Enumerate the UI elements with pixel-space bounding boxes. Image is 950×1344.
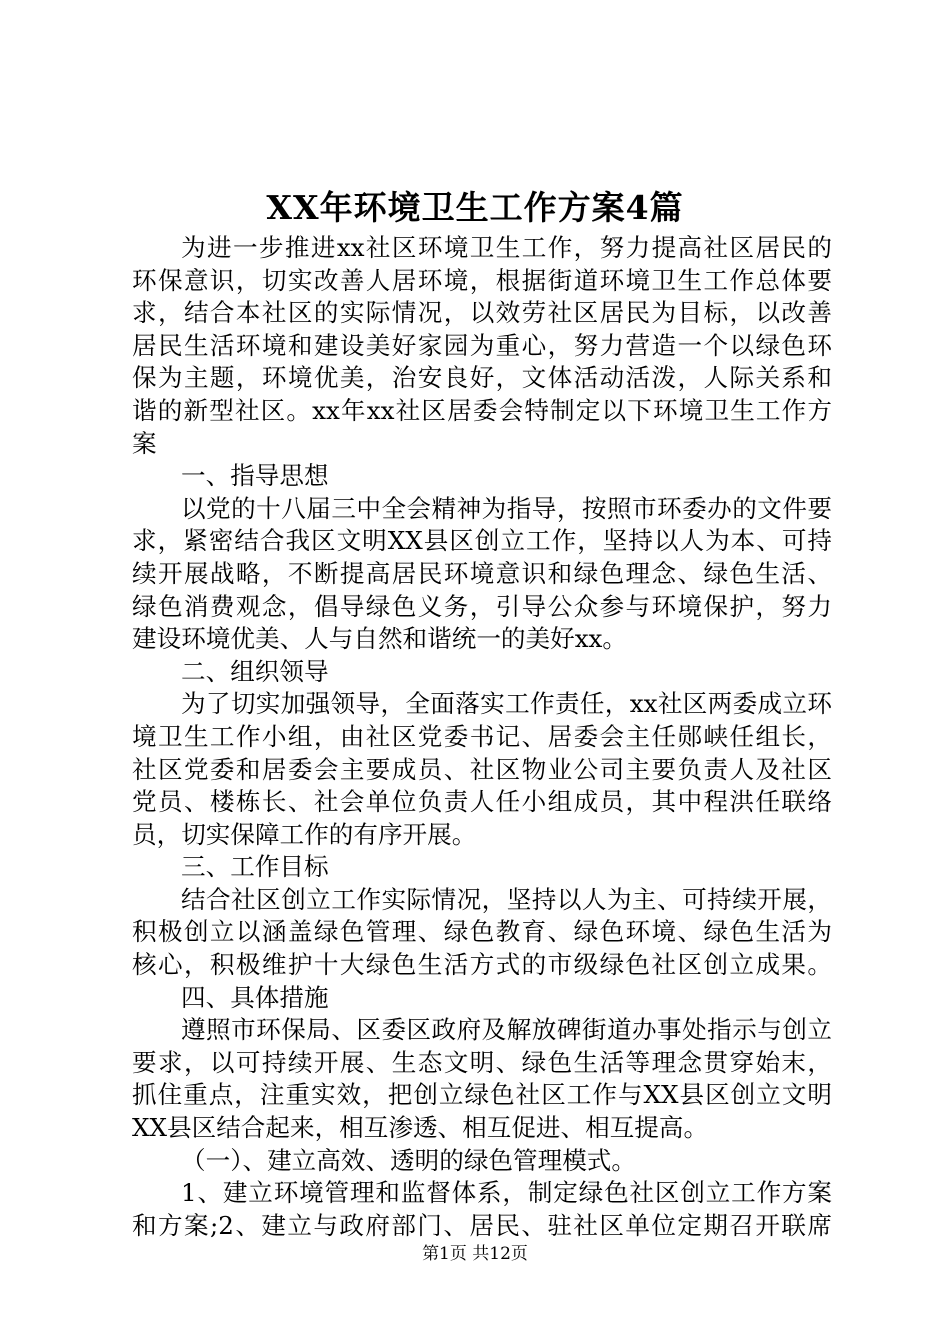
text-line: 谐的新型社区。xx年xx社区居委会特制定以下环境卫生工作方 — [132, 395, 832, 425]
text-line: 二、组织领导 — [181, 656, 329, 686]
text-line: XX县区结合起来，相互渗透、相互促进、相互提高。 — [132, 1113, 709, 1143]
text-line: 续开展战略，不断提高居民环境意识和绿色理念、绿色生活、 — [132, 558, 832, 588]
text-line: 社区党委和居委会主要成员、社区物业公司主要负责人及社区 — [132, 754, 832, 784]
text-line: 为进一步推进xx社区环境卫生工作，努力提高社区居民的 — [181, 233, 832, 262]
text-line: 抓住重点，注重实效，把创立绿色社区工作与XX县区创立文明 — [132, 1080, 832, 1110]
text-line: 环保意识，切实改善人居环境，根据街道环境卫生工作总体要 — [132, 265, 832, 295]
text-line: 保为主题，环境优美，治安良好，文体活动活泼，人际关系和 — [132, 363, 832, 393]
text-line: 居民生活环境和建设美好家园为重心，努力营造一个以绿色环 — [132, 330, 832, 360]
text-line: 党员、楼栋长、社会单位负责人任小组成员，其中程洪任联络 — [132, 787, 832, 817]
text-line: 三、工作目标 — [181, 852, 329, 882]
page-title: XX年环境卫生工作方案4篇 — [266, 188, 684, 227]
text-line: 核心，积极维护十大绿色生活方式的市级绿色社区创立成果。 — [132, 950, 832, 980]
text-line: 为了切实加强领导，全面落实工作责任，xx社区两委成立环 — [181, 689, 832, 719]
text-line: 一、指导思想 — [181, 461, 329, 491]
page-footer: 第1页 共12页 — [422, 1244, 528, 1264]
text-line: 案 — [132, 428, 157, 458]
text-line: 以党的十八届三中全会精神为指导，按照市环委办的文件要 — [181, 493, 832, 523]
text-line: 建设环境优美、人与自然和谐统一的美好xx。 — [132, 624, 628, 654]
text-line: 结合社区创立工作实际情况，坚持以人为主、可持续开展， — [181, 884, 832, 914]
document-body — [132, 232, 832, 1242]
text-line: 境卫生工作小组，由社区党委书记、居委会主任郧峡任组长， — [132, 721, 832, 751]
text-line: 和方案;2、建立与政府部门、居民、驻社区单位定期召开联席 — [132, 1210, 832, 1240]
text-line: 四、具体措施 — [181, 982, 329, 1012]
text-line: 求，紧密结合我区文明XX县区创立工作，坚持以人为本、可持 — [132, 526, 832, 556]
text-line: 积极创立以涵盖绿色管理、绿色教育、绿色环境、绿色生活为 — [132, 917, 832, 947]
text-line: （一）、建立高效、透明的绿色管理模式。 — [181, 1145, 636, 1175]
text-line: 员，切实保障工作的有序开展。 — [132, 819, 477, 849]
text-line: 1、建立环境管理和监督体系，制定绿色社区创立工作方案 — [181, 1178, 832, 1208]
text-line: 绿色消费观念，倡导绿色义务，引导公众参与环境保护，努力 — [132, 591, 832, 621]
text-line: 求，结合本社区的实际情况，以效劳社区居民为目标，以改善 — [132, 298, 832, 328]
text-line: 要求，以可持续开展、生态文明、绿色生活等理念贯穿始末， — [132, 1047, 832, 1077]
text-line: 遵照市环保局、区委区政府及解放碑街道办事处指示与创立 — [181, 1015, 832, 1045]
